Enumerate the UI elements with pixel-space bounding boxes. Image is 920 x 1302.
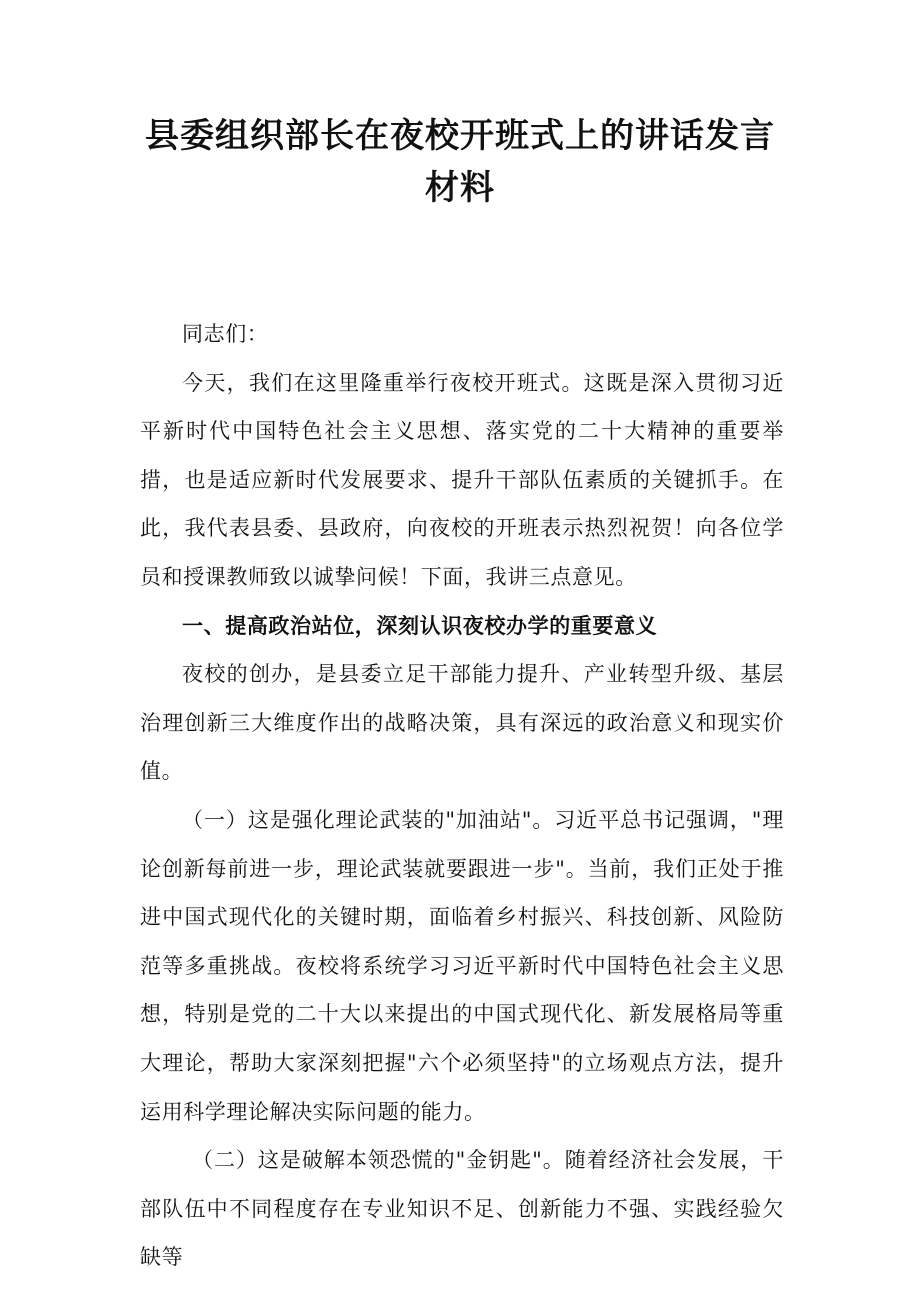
document-title bbox=[100, 110, 820, 214]
paragraph-opening: 今天，我们在这里隆重举行夜校开班式。这既是深入贯彻习近平新时代中国特色社会主义思想、落实党的二十大精神的重要举措，也是适应新时代发展要求、提升干部队伍素质的关键抓手。在此，我代表县委、县政府，向夜校的开班表示热烈祝贺！向各位学员和授课教师致以诚挚问候！下面，我讲三点意见。 bbox=[140, 370, 784, 589]
paragraph-point-1: （一）这是强化理论武装的"加油站"。习近平总书记强调，"理论创新每前进一步，理论武装就要跟进一步"。当前，我们正处于推进中国式现代化的关键时期，面临着乡村振兴、科技创新、风险防范等多重挑战。夜校将系统学习习近平新时代中国特色社会主义思想，特别是党的二十大以来提出的中国式现代化、新发展格局等重大理论，帮助大家深刻把握"六个必须坚持"的立场观点方法，提升运用科学理论解决实际问题的能力。 bbox=[140, 807, 784, 1124]
document-body bbox=[140, 308, 784, 1282]
title-line-2: 材料 bbox=[425, 168, 495, 208]
paragraph-significance: 夜校的创办，是县委立足干部能力提升、产业转型升级、基层治理创新三大维度作出的战略决策，具有深远的政治意义和现实价值。 bbox=[140, 662, 784, 784]
title-line-1: 县委组织部长在夜校开班式上的讲话发言 bbox=[145, 116, 775, 156]
salutation: 同志们： bbox=[182, 322, 269, 346]
section-heading-1: 一、提高政治站位，深刻认识夜校办学的重要意义 bbox=[182, 612, 658, 638]
paragraph-point-2: （二）这是破解本领恐慌的"金钥匙"。随着经济社会发展，干部队伍中不同程度存在专业知识不足、创新能力不强、实践经验欠缺等 bbox=[140, 1148, 784, 1270]
